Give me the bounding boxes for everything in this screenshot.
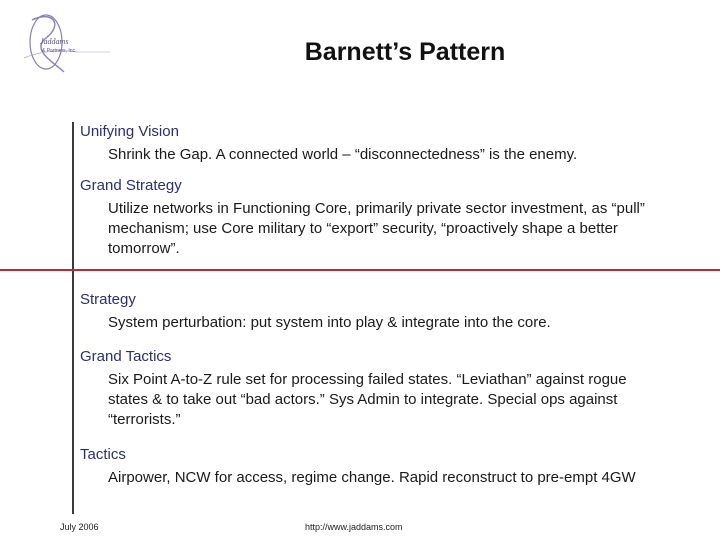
section-strategy [80, 290, 680, 333]
section-heading: Grand Strategy [80, 177, 182, 194]
section-heading: Unifying Vision [80, 123, 179, 140]
section-unifying-vision [80, 122, 680, 165]
section-grand-tactics [80, 347, 680, 430]
section-body: Shrink the Gap. A connected world – “disconnectedness” is the enemy. [108, 146, 578, 163]
footer-url[interactable]: http://www.jaddams.com [305, 522, 403, 532]
logo-text-line1: Jaddams [40, 37, 69, 46]
slide-title: Barnett’s Pattern [304, 38, 506, 66]
jaddams-logo-icon [18, 8, 118, 78]
section-body: Utilize networks in Functioning Core, primarily private sector investment, as “pull” mechanism; use Core military to “export” security, “proactively shape a better tomorrow”. [108, 200, 645, 257]
section-body: Airpower, NCW for access, regime change. Rapid reconstruct to pre-empt 4GW [108, 469, 636, 486]
section-body: Six Point A-to-Z rule set for processing failed states. “Leviathan” against rogue states & to take out “bad actors.” Sys Admin to integrate. Special ops against “terrorists.” [108, 371, 627, 428]
vertical-divider [72, 122, 74, 514]
horizontal-divider [0, 269, 720, 271]
section-grand-strategy [80, 176, 680, 259]
section-heading: Tactics [80, 446, 126, 463]
company-logo [18, 8, 118, 78]
logo-text-line2: & Partners, Inc. [42, 48, 77, 54]
section-heading: Strategy [80, 291, 136, 308]
section-heading: Grand Tactics [80, 348, 172, 365]
section-body: System perturbation: put system into play & integrate into the core. [108, 314, 551, 331]
section-tactics [80, 445, 680, 488]
footer-date: July 2006 [60, 522, 99, 532]
